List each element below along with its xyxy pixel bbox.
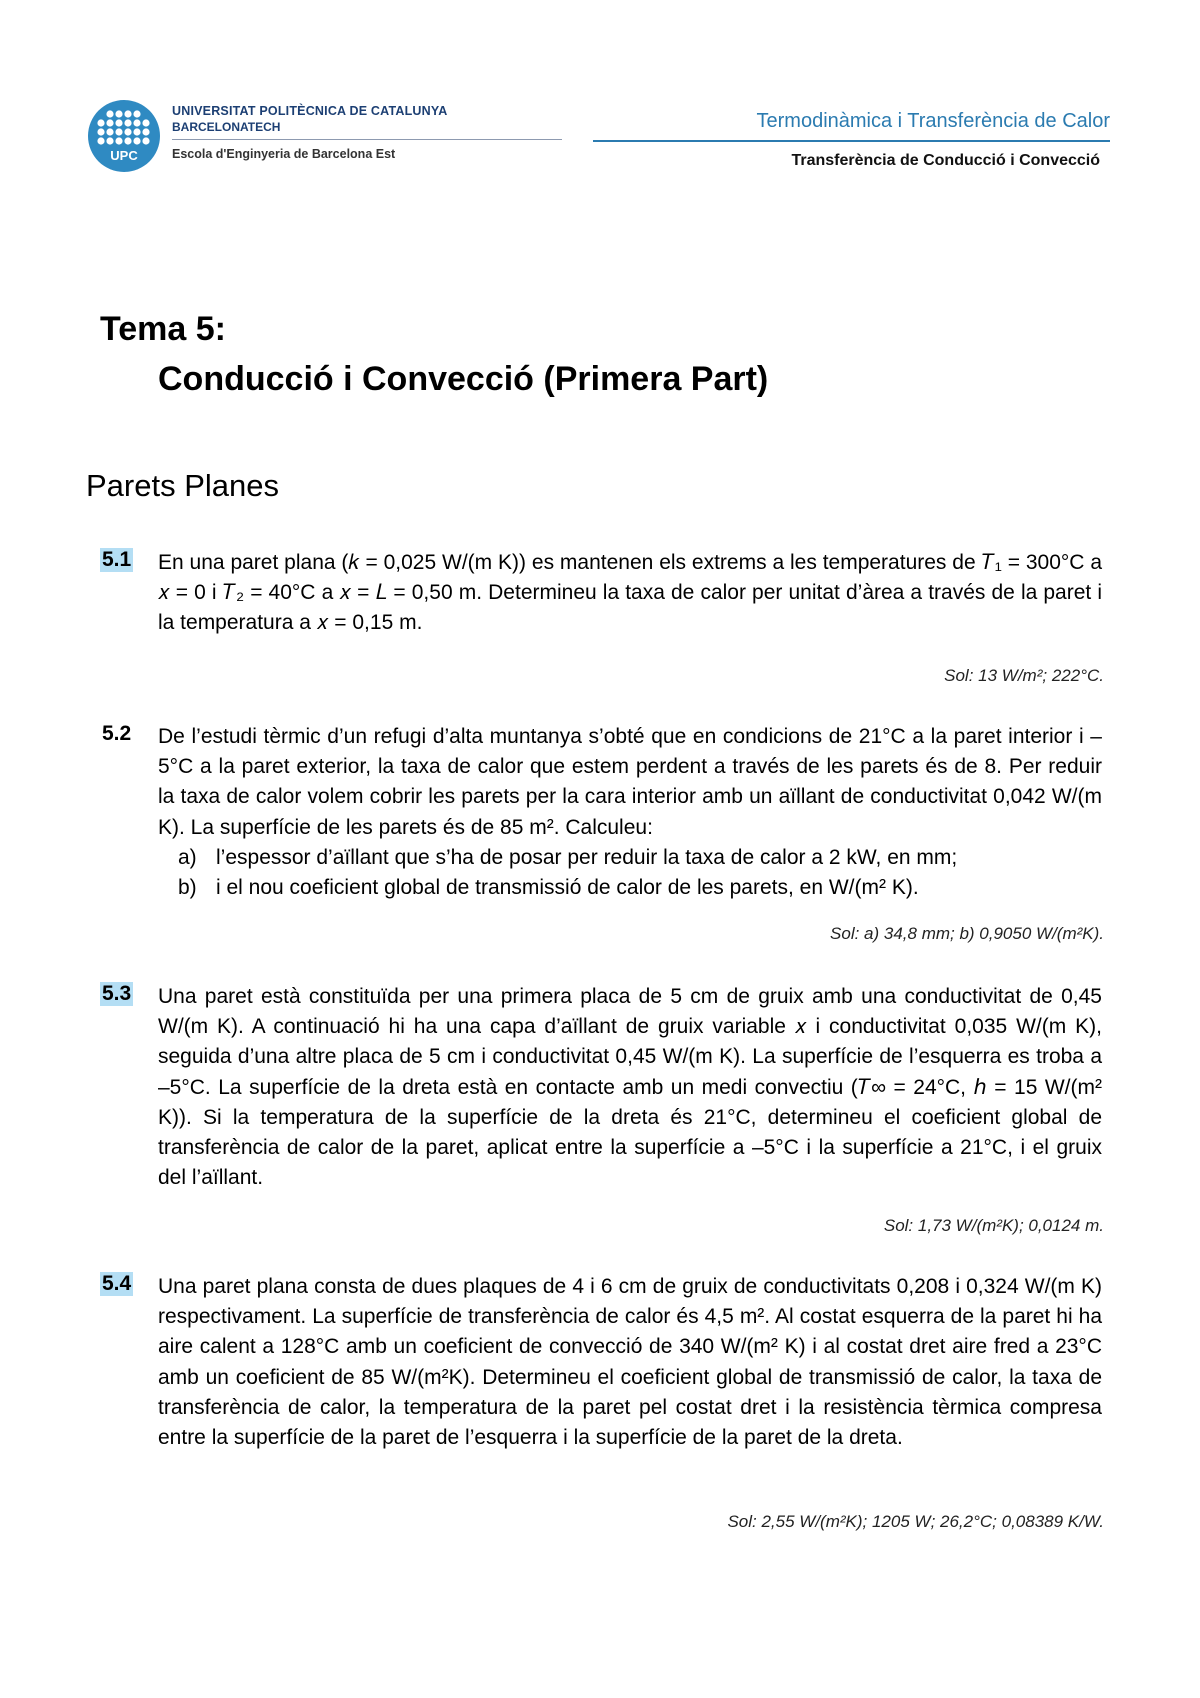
topic-title: Conducció i Convecció (Primera Part) (158, 360, 769, 398)
problem-5-2 (100, 722, 1104, 952)
section-heading: Parets Planes (86, 468, 279, 503)
problem-5-3 (100, 982, 1104, 1242)
course-title: Termodinàmica i Transferència de Calor (756, 110, 1110, 132)
problem-statement: En una paret plana (𝑘 = 0,025 W/(m K)) es mantenen els extrems a les temperatures de 𝑇₁ = 300°C a 𝑥 = 0 i 𝑇₂ = 40°C a 𝑥 = 𝐿 = 0,50 m. Determineu la taxa de calor per unitat d’àrea a través de la paret i la temperatura a 𝑥 = 0,15 m. (158, 551, 1102, 635)
problem-text (158, 982, 1102, 1193)
problem-statement: De l’estudi tèrmic d’un refugi d’alta muntanya s’obté que en condicions de 21°C a la paret interior i –5°C a la paret exterior, la taxa de calor que estem perdent a través de les parets és de 8. Per reduir la taxa de calor volem cobrir les parets per la cara interior amb un aïllant de conductivitat 0,042 W/(m K). La superfície de les parets és de 85 m². Calculeu: (158, 725, 1102, 839)
problem-5-1 (100, 548, 1104, 688)
header-divider (593, 140, 1110, 142)
problem-text (158, 1272, 1102, 1453)
school-name: Escola d'Enginyeria de Barcelona Est (172, 147, 396, 161)
problem-text (158, 722, 1102, 903)
problem-solution: Sol: a) 34,8 mm; b) 0,9050 W/(m²K). (830, 924, 1104, 943)
problem-number: 5.4 (102, 1272, 132, 1295)
problem-statement: Una paret està constituïda per una primera placa de 5 cm de gruix amb una conductivitat de 0,45 W/(m K). A continuació hi ha una capa d’aïllant de gruix variable 𝑥 i conductivitat 0,035 W/(m K), seguida d’una altre placa de 5 cm i conductivitat 0,45 W/(m K). La superfície de l’esquerra es troba a –5°C. La superfície de la dreta està en contacte amb un medi convectiu (𝑇∞ = 24°C, ℎ = 15 W/(m² K)). Si la temperatura de la superfície de la dreta és 21°C, determineu el coeficient global de transferència de calor de la paret, aplicat entre la superfície a –5°C i la superfície a 21°C, i el gruix del l’aïllant. (158, 985, 1102, 1190)
problem-solution: Sol: 2,55 W/(m²K); 1205 W; 26,2°C; 0,08389 K/W. (727, 1512, 1104, 1531)
university-name: UNIVERSITAT POLITÈCNICA DE CATALUNYA (172, 104, 448, 118)
subquestion-label: b) (178, 876, 197, 900)
problem-statement: Una paret plana consta de dues plaques de 4 i 6 cm de gruix de conductivitats 0,208 i 0,324 W/(m K) respectivament. La superfície de transferència de calor és 4,5 m². Al costat esquerra de la paret hi ha aire calent a 128°C amb un coeficient de convecció de 340 W/(m² K) i al costat dret aire fred a 23°C amb un coeficient de 85 W/(m²K). Determineu el coeficient global de transmissió de calor, la taxa de transferència de calor, la temperatura de la paret pel costat dret i la resistència tèrmica compresa entre la superfície de la paret de l’esquerra i la superfície de la paret de la dreta. (158, 1275, 1102, 1450)
problem-solution: Sol: 1,73 W/(m²K); 0,0124 m. (883, 1216, 1104, 1235)
problem-5-4 (100, 1272, 1104, 1542)
problem-text (158, 548, 1102, 639)
subquestion-item (158, 843, 1102, 873)
university-subtitle: BARCELONATECH (172, 120, 281, 134)
document-header (88, 100, 1110, 180)
logo-text: UPC (110, 148, 138, 163)
problem-number: 5.1 (102, 548, 132, 571)
course-subtitle: Transferència de Conducció i Convecció (791, 152, 1100, 169)
topic-number: Tema 5: (100, 310, 226, 348)
subquestion-item (158, 873, 1102, 903)
subquestion-text: l’espessor d’aïllant que s’ha de posar per reduir la taxa de calor a 2 kW, en mm; (216, 845, 958, 869)
problem-number: 5.2 (102, 722, 132, 745)
upc-logo-icon (88, 100, 160, 172)
subquestion-label: a) (178, 845, 197, 869)
problem-solution: Sol: 13 W/m²; 222°C. (944, 666, 1104, 685)
subquestion-list (158, 843, 1102, 903)
problem-number: 5.3 (102, 982, 132, 1005)
subquestion-text: i el nou coeficient global de transmissió de calor de les parets, en W/(m² K). (216, 876, 919, 900)
logo-divider (172, 139, 562, 140)
